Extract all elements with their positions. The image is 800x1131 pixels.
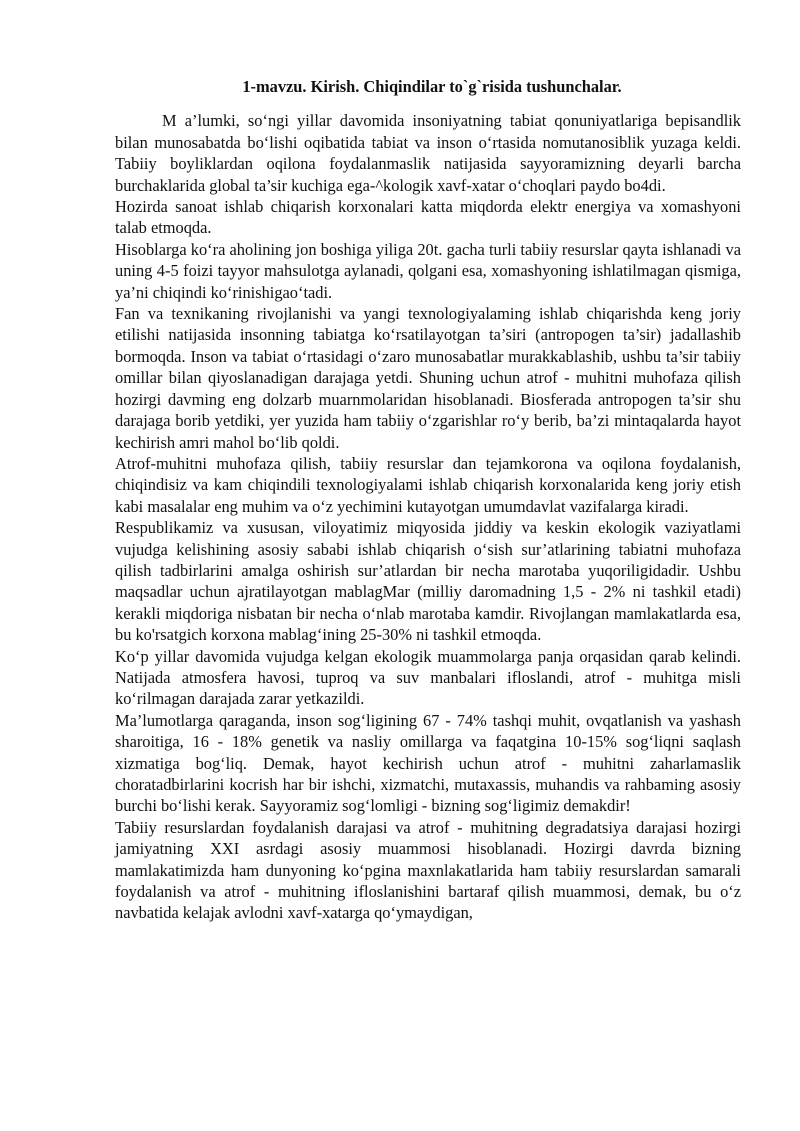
paragraph: Hisoblarga ko‘ra aholining jon boshiga yiliga 20t. gacha turli tabiiy resurslar qayta ishlanadi va uning 4-5 foizi tayyor mahsulotga aylanadi, qolgani esa, xomashyoning ishlatilmagan qismiga, ya’ni chiqindi ko‘rinishigao‘tadi. <box>115 239 741 302</box>
paragraph: Respublikamiz va xususan, viloyatimiz miqyosida jiddiy va keskin ekologik vaziyatlami vujudga kelishining asosiy sababi ishlab chiqarish o‘sish sur’atlarining tabiatni muhofaza qilish tadbirlarini amalga oshirish sur’atlardan bir necha marotaba yuqoriligidadir. Ushbu maqsadlar uchun ajratilayotgan mablagMar (milliy daromadning 1,5 - 2% ni tashkil etadi) kerakli miqdoriga nisbatan bir necha o‘nlab marotaba kamdir. Rivojlangan mamlakatlarda esa, bu ko'rsatgich korxona mablag‘ining 25-30% ni tashkil etmoqda. <box>115 518 741 645</box>
paragraph: Ko‘p yillar davomida vujudga kelgan ekologik muammolarga panja orqasidan qarab kelindi. Natijada atmosfera havosi, tuproq va suv manbalari ifloslandi, atrof - muhitga misli ko‘rilmagan darajada zarar yetkazildi. <box>115 646 741 709</box>
paragraph: Hozirda sanoat ishlab chiqarish korxonalari katta miqdorda elektr energiya va xomashyoni talab etmoqda. <box>115 197 741 238</box>
paragraph: Atrof-muhitni muhofaza qilish, tabiiy resurslar dan tejamkorona va oqilona foydalanish, chiqindisiz va kam chiqindili texnologiyalami ishlab chiqarish korxonalarida keng joriy etish kabi masalalar eng muhim va o‘z yechimini kutayotgan umumdavlat vazifalarga kiradi. <box>115 453 741 516</box>
document-page <box>115 76 741 924</box>
paragraph-intro: M a’lumki, so‘ngi yillar davomida insoniyatning tabiat qonuniyatlariga bepisandlik bilan munosabatda bo‘lishi oqibatida tabiat va inson o‘rtasida nomutanosiblik yuzaga keldi. Tabiiy boyliklardan oqilona foydalanmaslik natijasida sayyoramizning deyarli barcha burchaklarida global ta’sir kuchiga ega-^kologik xavf-xatar o‘choqlari paydo bo4di. <box>115 111 741 195</box>
paragraph: Tabiiy resurslardan foydalanish darajasi va atrof - muhitning degradatsiya darajasi hozirgi jamiyatning XXI asrdagi asosiy muammosi hisoblanadi. Hozirgi davrda bizning mamlakatimizda ham dunyoning ko‘pgina maxnlakatlarida ham tabiiy resurslardan samarali foydalanish va atrof - muhitning ifloslanishini bartaraf qilish muammosi, demak, bu o‘z navbatida kelajak avlodni xavf-xatarga qo‘ymaydigan, <box>115 817 741 923</box>
paragraph: Ma’lumotlarga qaraganda, inson sog‘ligining 67 - 74% tashqi muhit, ovqatlanish va yashash sharoitiga, 16 - 18% genetik va nasliy omillarga va faqatgina 10-15% sog‘liqni saqlash xizmatiga bog‘liq. Demak, hayot kechirish uchun atrof - muhitni zaharlamaslik choratadbirlarini kocrish har bir ishchi, xizmatchi, mutaxassis, muhandis va rahbaming asosiy burchi bo‘lishi kerak. Sayyoramiz sog‘lomligi - bizning sog‘ligimiz demakdir! <box>115 710 741 816</box>
paragraph: Fan va texnikaning rivojlanishi va yangi texnologiyalaming ishlab chiqarishda keng joriy etilishi natijasida insonning tabiatga ko‘rsatilayotgan ta’siri (antropogen ta’sir) jadallashib bormoqda. Inson va tabiat o‘rtasidagi o‘zaro munosabatlar murakkablashib, ushbu ta’sir tabiiy omillar bilan qiyoslanadigan darajaga yetdi. Shuning uchun atrof - muhitni muhofaza qilish hozirgi davming eng dolzarb muarnmolaridan hisoblanadi. Biosferada antropogen ta’sir shu darajaga borib yetdiki, yer yuzida ham tabiiy o‘zgarishlar ro‘y berib, ba’zi mintaqalarda hayot kechirish amri mahol bo‘lib qoldi. <box>115 304 741 452</box>
document-title: 1-mavzu. Kirish. Chiqindilar to`g`risida tushunchalar. <box>242 77 622 96</box>
